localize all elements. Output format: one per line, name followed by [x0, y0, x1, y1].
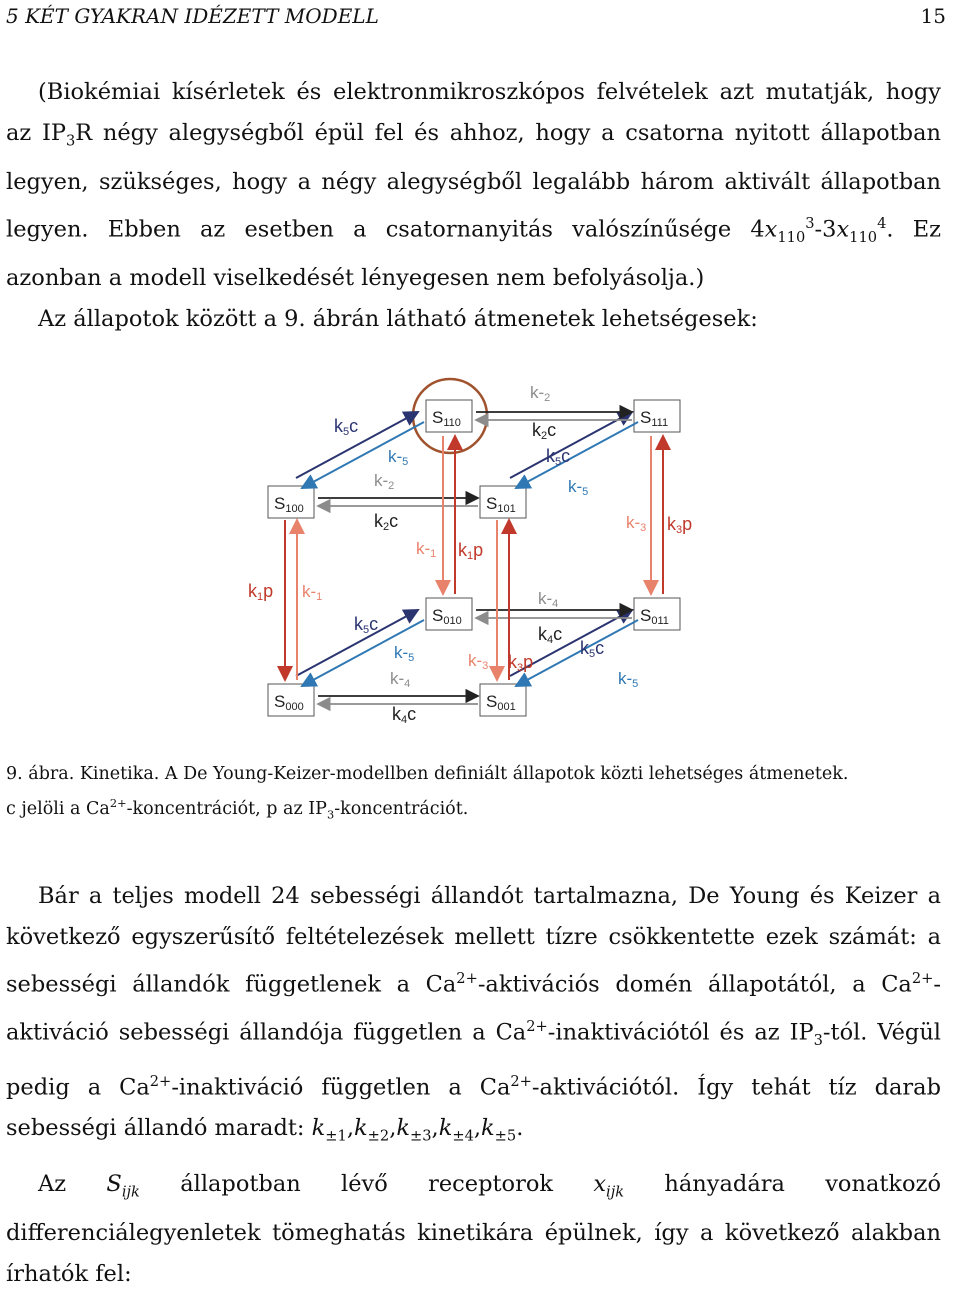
caption-line-1: 9. ábra. Kinetika. A De Young-Keizer-modellben definiált állapotok közti lehetséges átmenetek.	[6, 764, 849, 784]
p1-exp4: 4	[877, 214, 887, 232]
paragraph-1	[6, 72, 941, 340]
section-title: 5 KÉT GYAKRAN IDÉZETT MODELL	[6, 4, 379, 28]
p1-exp3: 3	[805, 214, 815, 232]
label-km2-1: k-2	[374, 471, 395, 492]
state-s000: S000	[274, 692, 304, 713]
p1-idx1: 110	[777, 228, 806, 246]
label-k2c-1: k2c	[374, 511, 399, 533]
caption-line-2: c jelöli a $Ca^{2+}$-koncentrációt, p az $IP_3$-koncentrációt.	[6, 796, 469, 822]
p1-x1: x	[764, 216, 778, 242]
label-k1p-2: k1p	[248, 581, 274, 603]
paragraph-4: Az $S_{ijk}$ állapotban lévő receptorok $x_{ijk}$ hányadára vonatkozó differenciálegyenletek tömeghatás kinetikára épülnek, így a következő alakban írhatók fel:	[6, 1171, 941, 1287]
p1-x2: x	[836, 216, 850, 242]
label-k5c-4: k5c	[580, 638, 605, 660]
label-k5c-1: k5c	[334, 416, 359, 438]
paragraph-3: Bár a teljes modell 24 sebességi állandót tartalmazna, De Young és Keizer a következő egyszerűsítő feltételezések mellett tízre csökkentette ezek számát: a sebességi állandók függetlenek a $Ca^{2+}$-aktivációs domén állapotától, a $Ca^{2+}$-aktiváció sebességi állandója független a $Ca^{2+}$-inaktivációtól és az $IP_3$-tól. Végül pedig a $Ca^{2+}$-inaktiváció független a $Ca^{2+}$-aktivációtól. Így tehát tíz darab sebességi állandó maradt: $k_{\pm 1},k_{\pm 2},k_{\pm 3},k_{\pm 4},k_{\pm 5}$.	[6, 883, 942, 1145]
label-km4-1: k-4	[390, 669, 411, 690]
p1-text-a: (Biokémiai kísérletek és elektronmikroszkópos felvételek azt mutatják, hogy az IP	[6, 79, 941, 146]
label-k5c-2: k5c	[546, 446, 571, 468]
label-k3p-1: k3p	[667, 514, 693, 536]
label-k1p-1: k1p	[458, 540, 484, 562]
p1-text-c: . Ez azonban a modell viselkedését lényegesen nem befolyásolja.)	[6, 216, 941, 291]
state-s011: S011	[640, 606, 669, 627]
label-k4c-2: k4c	[538, 624, 563, 646]
label-k2c-2: k2c	[532, 420, 557, 442]
label-km2-2: k-2	[530, 383, 551, 404]
label-km1-2: k-1	[302, 582, 323, 603]
state-transition-diagram	[240, 372, 710, 732]
label-km3-2: k-3	[468, 651, 489, 672]
p1-idx2: 110	[849, 228, 878, 246]
state-s001: S001	[486, 692, 516, 713]
label-km3-1: k-3	[626, 513, 647, 534]
arrow-s110-s100	[302, 422, 424, 488]
p1-sub: 3	[65, 132, 76, 150]
label-km1-1: k-1	[416, 539, 437, 560]
label-km5-1: k-5	[388, 447, 409, 468]
figure-caption	[6, 760, 946, 829]
running-header	[6, 4, 946, 30]
label-k3p-2: k3p	[508, 652, 534, 674]
label-k4c-1: k4c	[392, 704, 417, 726]
arrow-s101-s111	[510, 412, 632, 478]
label-km5-3: k-5	[394, 643, 415, 664]
p1-text-b: R négy alegységből épül fel és ahhoz, hogy a csatorna nyitott állapotban legyen, szükséges, hogy a négy alegységből legalább három aktivált állapotban legyen. Ebben az esetben a csatornanyitás valószínűsége 4	[6, 120, 941, 242]
label-k5c-3: k5c	[354, 614, 379, 636]
state-s010: S010	[432, 606, 462, 627]
state-s111: S111	[640, 408, 669, 429]
label-km5-4: k-5	[618, 669, 639, 690]
state-s110: S110	[432, 408, 461, 429]
label-km5-2: k-5	[568, 477, 589, 498]
page-number: 15	[920, 4, 946, 28]
state-s100: S100	[274, 494, 304, 515]
paragraph-2: Az állapotok között a 9. ábrán látható átmenetek lehetségesek:	[38, 305, 758, 332]
label-km4-2: k-4	[538, 589, 559, 610]
p1-dash: -3	[814, 216, 837, 242]
state-s101: S101	[486, 494, 516, 515]
